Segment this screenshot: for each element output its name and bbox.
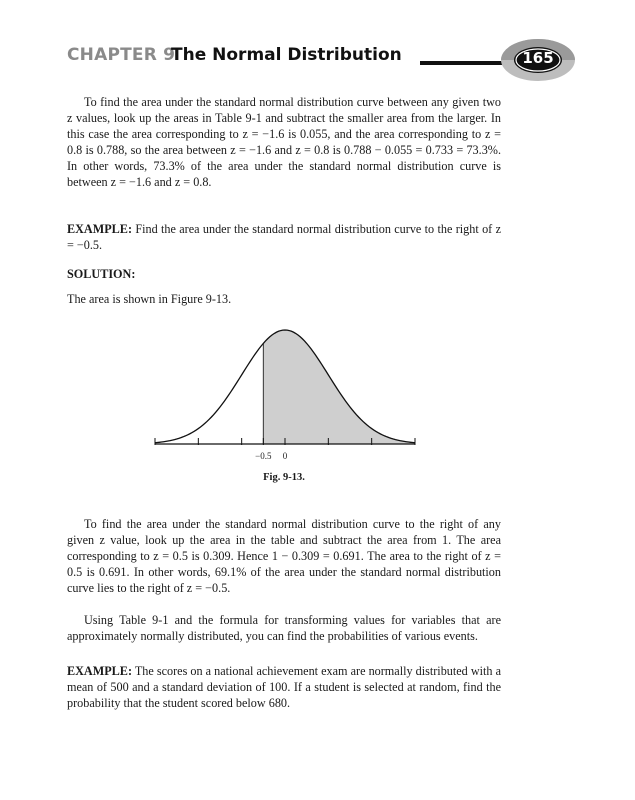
- example-2-text: The scores on a national achievement exam are normally distributed with a mean of 500 and a standard deviation of 100. If a student is selected at random, find the probability that the student scored below 680.: [67, 664, 501, 711]
- figure-caption: Fig. 9-13.: [263, 472, 305, 483]
- paragraph-2: To find the area under the standard normal distribution curve to the right of any given z value, look up the area in the table and subtract the area from 1. The area corresponding to z = 0.5 is 0.309. Hence 1 − 0.309 = 0.691. The area to the right of z = 0.5 is 0.691. In other words, 69.1% of the area under the standard normal distribution curve lies to the right of z = −0.5.: [67, 517, 501, 596]
- normal-curve-figure: [145, 318, 425, 468]
- chapter-label: CHAPTER 9: [67, 45, 176, 65]
- example-2: [67, 663, 501, 711]
- paragraph-3: Using Table 9-1 and the formula for transforming values for variables that are approximately normally distributed, you can find the probabilities of various events.: [67, 613, 501, 644]
- solution-text: The area is shown in Figure 9-13.: [67, 292, 232, 306]
- shaded-area: [263, 330, 415, 444]
- page-header: [0, 0, 635, 90]
- example-1-text: Find the area under the standard normal distribution curve to the right of z = −0.5.: [67, 222, 501, 253]
- header-rule: [420, 61, 512, 65]
- example-1: [67, 221, 501, 253]
- paragraph-1: To find the area under the standard normal distribution curve between any given two z values, look up the areas in Table 9-1 and subtract the smaller area from the larger. In this case the area corresponding to z = −1.6 is 0.055, and the area corresponding to z = 0.8 is 0.788, so the area between z = −1.6 and z = 0.8 is 0.788 − 0.055 = 0.733 = 73.3%. In other words, 73.3% of the area under the standard normal distribution curve is between z = −1.6 and z = 0.8.: [67, 95, 501, 190]
- example-1-label: EXAMPLE:: [67, 222, 132, 236]
- tick-label: −0.5: [255, 451, 272, 461]
- example-2-label: EXAMPLE:: [67, 664, 132, 678]
- chapter-title: The Normal Distribution: [171, 45, 402, 65]
- page-number: 165: [522, 49, 554, 67]
- tick-label: 0: [282, 451, 288, 461]
- solution-label: SOLUTION:: [67, 267, 136, 281]
